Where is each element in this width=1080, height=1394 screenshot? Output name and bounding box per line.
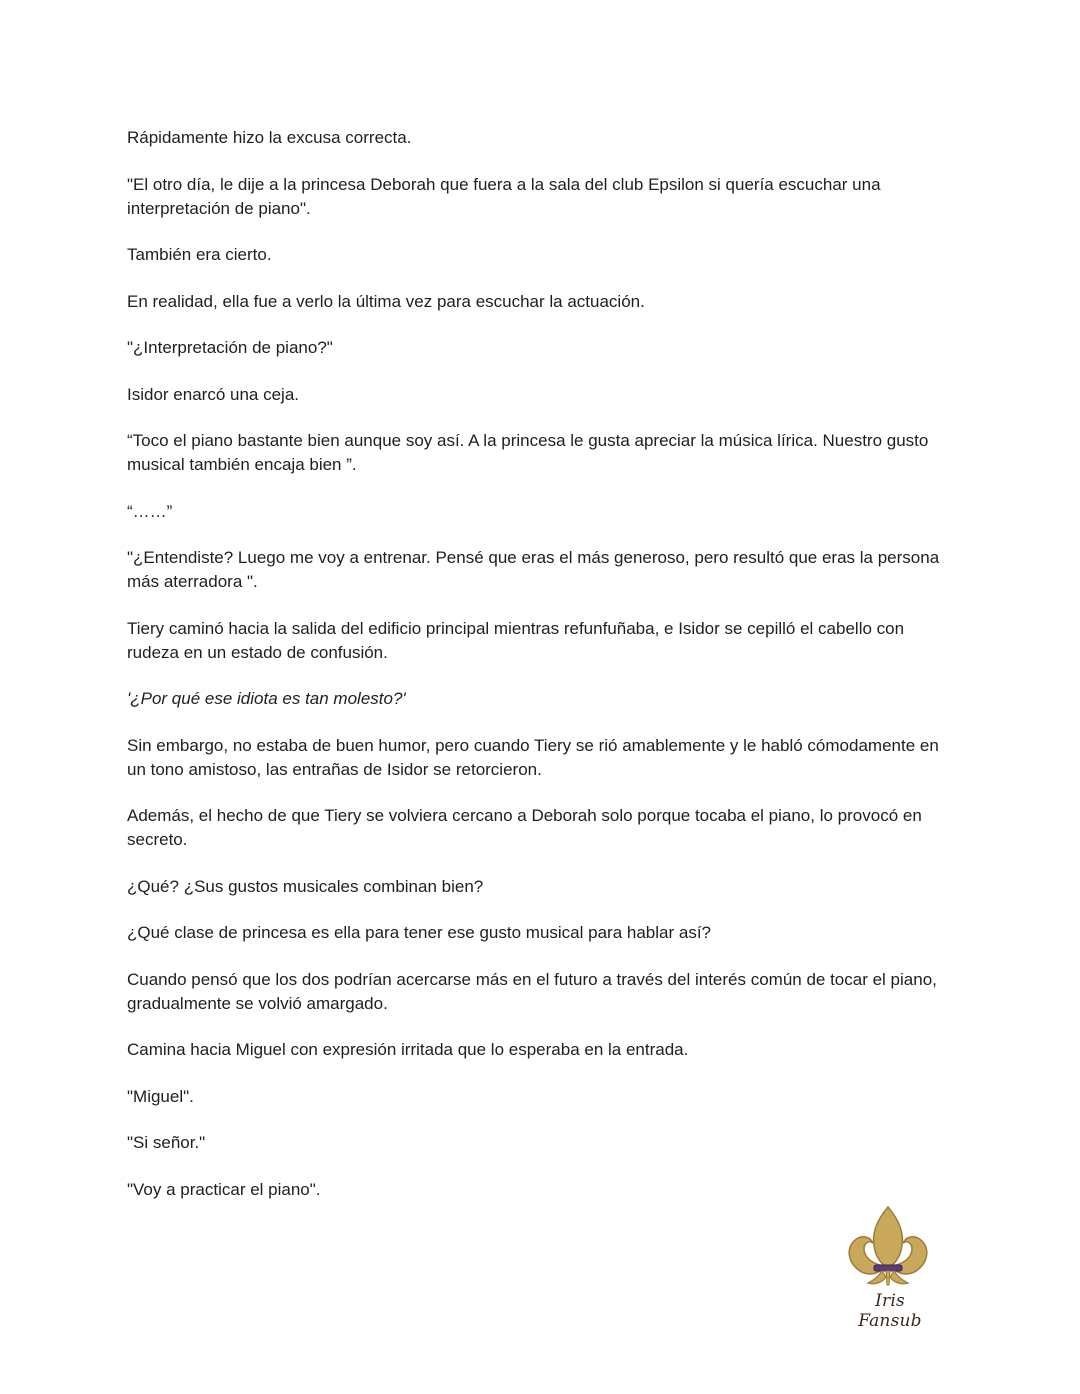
paragraph: "¿Entendiste? Luego me voy a entrenar. Pensé que eras el más generoso, pero resultó que eras la persona más aterradora ". <box>127 548 940 591</box>
paragraph: En realidad, ella fue a verlo la última vez para escuchar la actuación. <box>127 291 645 311</box>
paragraph: Tiery caminó hacia la salida del edificio principal mientras refunfuñaba, e Isidor se cepilló el cabello con rudeza en un estado de confusión. <box>127 618 905 662</box>
paragraph: También era cierto. <box>127 245 272 264</box>
paragraph: Además, el hecho de que Tiery se volviera cercano a Deborah solo porque tocaba el piano, lo provocó en secreto. <box>127 806 922 849</box>
paragraph: "Voy a practicar el piano". <box>127 1179 321 1199</box>
watermark-logo <box>842 1205 938 1331</box>
paragraph: “……” <box>127 501 173 521</box>
italic-thought: '¿Por qué ese idiota es tan molesto?' <box>127 689 406 708</box>
paragraph: “Toco el piano bastante bien aunque soy así. A la princesa le gusta apreciar la música lírica. Nuestro gusto musical también encaja bien ”. <box>127 431 929 474</box>
watermark-text: Iris Fansub <box>858 1291 922 1331</box>
paragraph: Rápidamente hizo la excusa correcta. <box>127 128 412 147</box>
document-body <box>127 126 957 1224</box>
paragraph: "Si señor." <box>127 1133 206 1152</box>
fleur-de-lis-icon <box>842 1205 938 1289</box>
paragraph: ¿Qué? ¿Sus gustos musicales combinan bien? <box>127 876 484 896</box>
paragraph: "¿Interpretación de piano?" <box>127 338 333 357</box>
paragraph: Isidor enarcó una ceja. <box>127 384 299 404</box>
paragraph: Camina hacia Miguel con expresión irritada que lo esperaba en la entrada. <box>127 1040 689 1059</box>
paragraph: Sin embargo, no estaba de buen humor, pero cuando Tiery se rió amablemente y le habló cómodamente en un tono amistoso, las entrañas de Isidor se retorcieron. <box>127 735 939 779</box>
paragraph: Cuando pensó que los dos podrían acercarse más en el futuro a través del interés común de tocar el piano, gradualmente se volvió amargado. <box>127 969 937 1013</box>
paragraph: "Miguel". <box>127 1086 194 1106</box>
paragraph: ¿Qué clase de princesa es ella para tener ese gusto musical para hablar así? <box>127 923 711 942</box>
paragraph: "El otro día, le dije a la princesa Deborah que fuera a la sala del club Epsilon si quería escuchar una interpretación de piano". <box>127 174 881 218</box>
